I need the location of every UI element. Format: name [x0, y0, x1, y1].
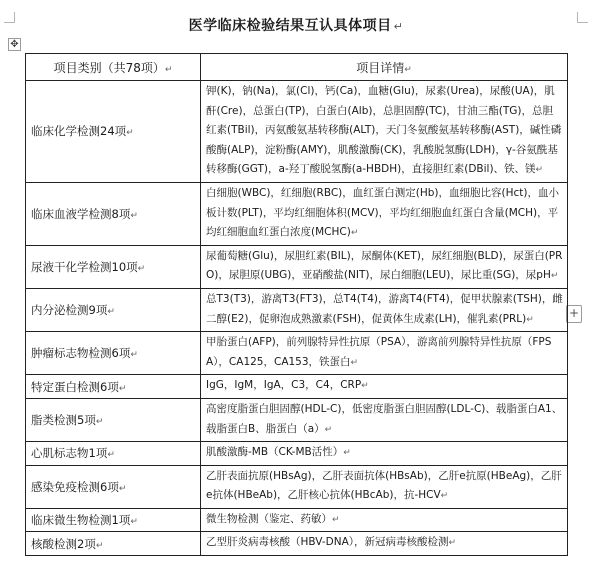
row-category: 临床化学检测24项↵	[26, 81, 201, 183]
row-details: 钾(K)，钠(Na)，氯(Cl)，钙(Ca)，血糖(Glu)，尿素(Urea)，尿酸(UA)，肌酐(Cre)，总蛋白(TP)，白蛋白(Alb)，总胆固醇(TC)，甘油三酯(TG)，总胆红素(TBil)，丙氨酸氨基转移酶(ALT)，天门冬氨酸氨基转移酶(AST)，碱性磷酸酶(ALP)，淀粉酶(AMY)，肌酸激酶(CK)，乳酸脱氢酶(LDH)，γ-谷氨酰基转移酶(GGT)，a-羟丁酸脱氢酶(a-HBDH)，直接胆红素(DBil)、铁、镁↵	[201, 81, 568, 183]
row-details: IgG，IgM，IgA，C3，C4，CRP↵	[201, 375, 568, 399]
row-details: 总T3(T3)，游离T3(FT3)，总T4(T4)，游离T4(FT4)，促甲状腺素(TSH)，雌二醇(E2)，促卵泡成熟激素(FSH)，促黄体生成素(LH)，催乳素(PRL)↵	[201, 288, 568, 331]
row-category: 内分泌检测9项↵	[26, 288, 201, 331]
row-details: 乙型肝炎病毒核酸（HBV-DNA），新冠病毒核酸检测↵	[201, 532, 568, 556]
row-details: 乙肝表面抗原(HBsAg)，乙肝表面抗体(HBsAb)，乙肝e抗原(HBeAg)，乙肝e抗体(HBeAb)，乙肝核心抗体(HBcAb)，抗-HCV↵	[201, 465, 568, 508]
row-category: 临床微生物检测1项↵	[26, 508, 201, 532]
row-details: 甲胎蛋白(AFP)，前列腺特异性抗原（PSA），游离前列腺特异性抗原（FPSA），CA125，CA153，铁蛋白↵	[201, 332, 568, 375]
header-category: 项目类别（共78项）↵	[26, 54, 201, 81]
table-row	[26, 532, 568, 556]
row-category: 脂类检测5项↵	[26, 398, 201, 441]
paragraph-mark-icon: ↵	[393, 20, 404, 33]
table-row	[26, 288, 568, 331]
table-move-handle-icon[interactable]: ✥	[8, 38, 21, 51]
table-row	[26, 81, 568, 183]
table-row	[26, 375, 568, 399]
row-category: 特定蛋白检测6项↵	[26, 375, 201, 399]
table-row	[26, 508, 568, 532]
row-category: 临床血液学检测8项↵	[26, 182, 201, 245]
table-row	[26, 332, 568, 375]
row-category: 肿瘤标志物检测6项↵	[26, 332, 201, 375]
page-title: 医学临床检验结果互认具体项目 ↵	[188, 18, 404, 34]
table-row	[26, 245, 568, 288]
lab-items-table	[25, 53, 568, 556]
table-row	[26, 442, 568, 466]
table-header-row	[26, 54, 568, 81]
row-category: 核酸检测2项↵	[26, 532, 201, 556]
row-category: 感染免疫检测6项↵	[26, 465, 201, 508]
row-category: 尿液干化学检测10项↵	[26, 245, 201, 288]
row-details: 微生物检测（鉴定、药敏）↵	[201, 508, 568, 532]
table-row	[26, 398, 568, 441]
row-details: 高密度脂蛋白胆固醇(HDL-C)，低密度脂蛋白胆固醇(LDL-C)、载脂蛋白A1、载脂蛋白B、脂蛋白（a）↵	[201, 398, 568, 441]
table-row	[26, 465, 568, 508]
row-details: 肌酸激酶-MB（CK-MB活性）↵	[201, 442, 568, 466]
row-category: 心肌标志物1项↵	[26, 442, 201, 466]
row-details: 尿葡萄糖(Glu)，尿胆红素(BIL)，尿酮体(KET)，尿红细胞(BLD)，尿蛋白(PRO)，尿胆原(UBG)，亚硝酸盐(NIT)，尿白细胞(LEU)，尿比重(SG)，尿pH↵	[201, 245, 568, 288]
row-details: 白细胞(WBC)，红细胞(RBC)，血红蛋白测定(Hb)，血细胞比容(Hct)，血小板计数(PLT)，平均红细胞体积(MCV)，平均红细胞血红蛋白含量(MCH)，平均红细胞血红蛋白浓度(MCHC)↵	[201, 182, 568, 245]
add-row-button[interactable]: +	[566, 305, 582, 323]
table-row	[26, 182, 568, 245]
header-details: 项目详情↵	[201, 54, 568, 81]
